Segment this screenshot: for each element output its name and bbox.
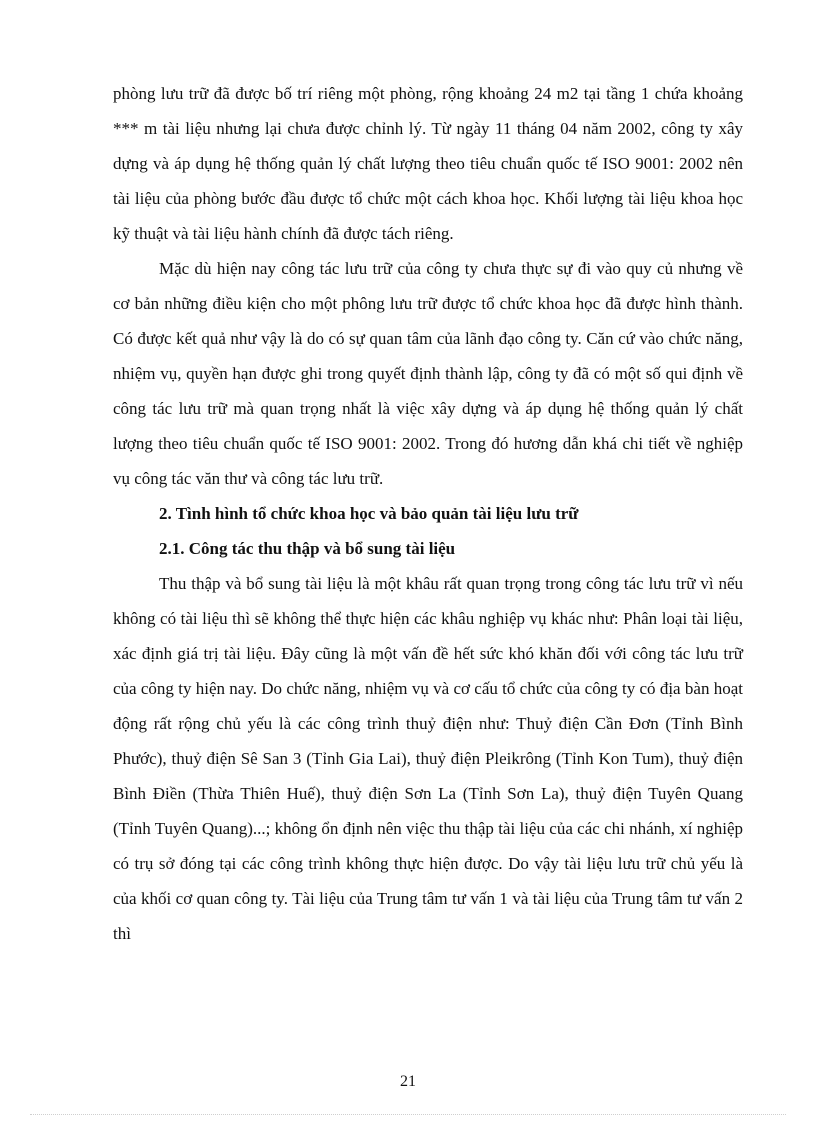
document-body [113,76,743,951]
paragraph-collection: Thu thập và bổ sung tài liệu là một khâu rất quan trọng trong công tác lưu trữ vì nếu không có tài liệu thì sẽ không thể thực hiện các khâu nghiệp vụ khác như: Phân loại tài liệu, xác định giá trị tài liệu. Đây cũng là một vấn đề hết sức khó khăn đối với công tác lưu trữ của công ty hiện nay. Do chức năng, nhiệm vụ và cơ cấu tổ chức của công ty có địa bàn hoạt động rất rộng chủ yếu là các công trình thuỷ điện như: Thuỷ điện Cần Đơn (Tỉnh Bình Phước), thuỷ điện Sê San 3 (Tỉnh Gia Lai), thuỷ điện Pleikrông (Tỉnh Kon Tum), thuỷ điện Bình Điền (Thừa Thiên Huế), thuỷ điện Sơn La (Tỉnh Sơn La), thuỷ điện Tuyên Quang (Tỉnh Tuyên Quang)...; không ổn định nên việc thu thập tài liệu của các chi nhánh, xí nghiệp có trụ sở đóng tại các công trình không thực hiện được. Do vậy tài liệu lưu trữ chủ yếu là của khối cơ quan công ty. Tài liệu của Trung tâm tư vấn 1 và tài liệu của Trung tâm tư vấn 2 thì [113,574,743,943]
subsection-heading: 2.1. Công tác thu thập và bổ sung tài liệu [159,539,456,558]
paragraph-archive-status: Mặc dù hiện nay công tác lưu trữ của công ty chưa thực sự đi vào quy củ nhưng về cơ bản những điều kiện cho một phông lưu trữ được tổ chức khoa học đã được hình thành. Có được kết quả như vậy là do có sự quan tâm của lãnh đạo công ty. Căn cứ vào chức năng, nhiệm vụ, quyền hạn được ghi trong quyết định thành lập, công ty đã có một số qui định về công tác lưu trữ mà quan trọng nhất là việc xây dựng và áp dụng hệ thống quản lý chất lượng theo tiêu chuẩn quốc tế ISO 9001: 2002. Trong đó hương dẫn khá chi tiết về nghiệp vụ công tác văn thư và công tác lưu trữ. [113,259,743,488]
paragraph-archive-room: phòng lưu trữ đã được bố trí riêng một phòng, rộng khoảng 24 m2 tại tầng 1 chứa khoảng *** m tài liệu nhưng lại chưa được chỉnh lý. Từ ngày 11 tháng 04 năm 2002, công ty xây dựng và áp dụng hệ thống quản lý chất lượng theo tiêu chuẩn quốc tế ISO 9001: 2002 nên tài liệu của phòng bước đầu được tổ chức một cách khoa học. Khối lượng tài liệu khoa học kỹ thuật và tài liệu hành chính đã được tách riêng. [113,84,743,243]
page-number: 21 [400,1073,416,1090]
page-bottom-divider [30,1114,786,1115]
section-heading: 2. Tình hình tổ chức khoa học và bảo quản tài liệu lưu trữ [159,504,579,523]
